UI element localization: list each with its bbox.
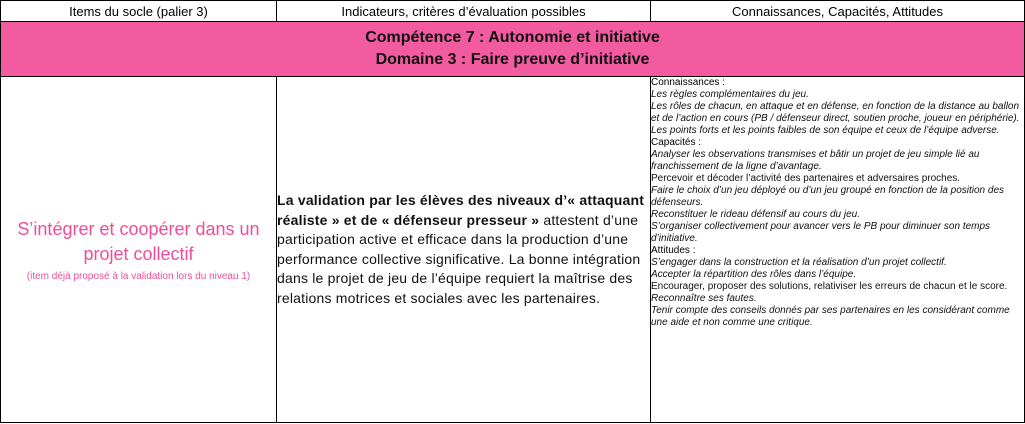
capacites-label: Capacités : xyxy=(651,137,702,148)
capacites-line: Faire le choix d’un jeu déployé ou d’un jeu groupé en fonction de la position des défenseurs. xyxy=(651,185,1005,208)
capacites-line: Reconstituer le rideau défensif au cours du jeu. xyxy=(651,209,861,220)
competence-banner xyxy=(1,22,1025,77)
item-cell xyxy=(1,77,277,423)
competence-title: Compétence 7 : Autonomie et initiative xyxy=(365,29,660,46)
attitudes-line: Reconnaître ses fautes. xyxy=(651,293,757,304)
content-row xyxy=(1,77,1025,423)
indicators-bold: La validation par les élèves des niveaux d’« attaquant réaliste » et de « défenseur presseur » xyxy=(277,192,645,228)
connaissances-line: Les règles complémentaires du jeu. xyxy=(651,89,809,100)
knowledge-cell xyxy=(651,77,1025,423)
attitudes-line: Accepter la répartition des rôles dans l’équipe. xyxy=(651,269,857,280)
indicators-text xyxy=(277,191,650,308)
capacites-line: Percevoir et décoder l’activité des partenaires et adversaires proches. xyxy=(651,173,961,184)
item-note: (item déjà proposé à la validation lors du niveau 1) xyxy=(26,270,251,282)
connaissances-line: Les rôles de chacun, en attaque et en défense, en fonction de la distance au ballon et de l’action en cours (PB / défenseur direct, soutien proche, joueur en périphérie). xyxy=(651,101,1020,124)
banner-row xyxy=(1,22,1025,77)
attitudes-label: Attitudes : xyxy=(651,245,696,256)
attitudes-line: Encourager, proposer des solutions, relativiser les erreurs de chacun et le score. xyxy=(651,281,1008,292)
indicators-body: attestent d’une participation active et efficace dans la production d’une performance collective significative. La bonne intégration dans le projet de jeu de l’équipe requiert la maîtrise des relations motrices et sociales avec les partenaires. xyxy=(277,211,641,306)
header-connaissances: Connaissances, Capacités, Attitudes xyxy=(651,1,1025,22)
attitudes-line: Tenir compte des conseils donnés par ses partenaires en les considérant comme une aide et non comme une critique. xyxy=(651,305,1010,328)
domaine-title: Domaine 3 : Faire preuve d’initiative xyxy=(375,51,650,68)
indicators-cell xyxy=(277,77,651,423)
capacites-line: S’organiser collectivement pour avancer vers le PB pour diminuer son temps d’initiative. xyxy=(651,221,991,244)
header-items-socle: Items du socle (palier 3) xyxy=(1,1,277,22)
connaissances-line: Les points forts et les points faibles de son équipe et ceux de l’équipe adverse. xyxy=(651,125,1000,136)
connaissances-label: Connaissances : xyxy=(651,77,725,88)
attitudes-line: S’engager dans la construction et la réalisation d’un projet collectif. xyxy=(651,257,947,268)
capacites-line: Analyser les observations transmises et bâtir un projet de jeu simple lié au franchissement de la ligne d’avantage. xyxy=(651,149,980,172)
item-title: S’intégrer et coopérer dans un projet collectif xyxy=(17,218,260,264)
header-row xyxy=(1,1,1025,22)
header-indicateurs: Indicateurs, critères d’évaluation possibles xyxy=(277,1,651,22)
